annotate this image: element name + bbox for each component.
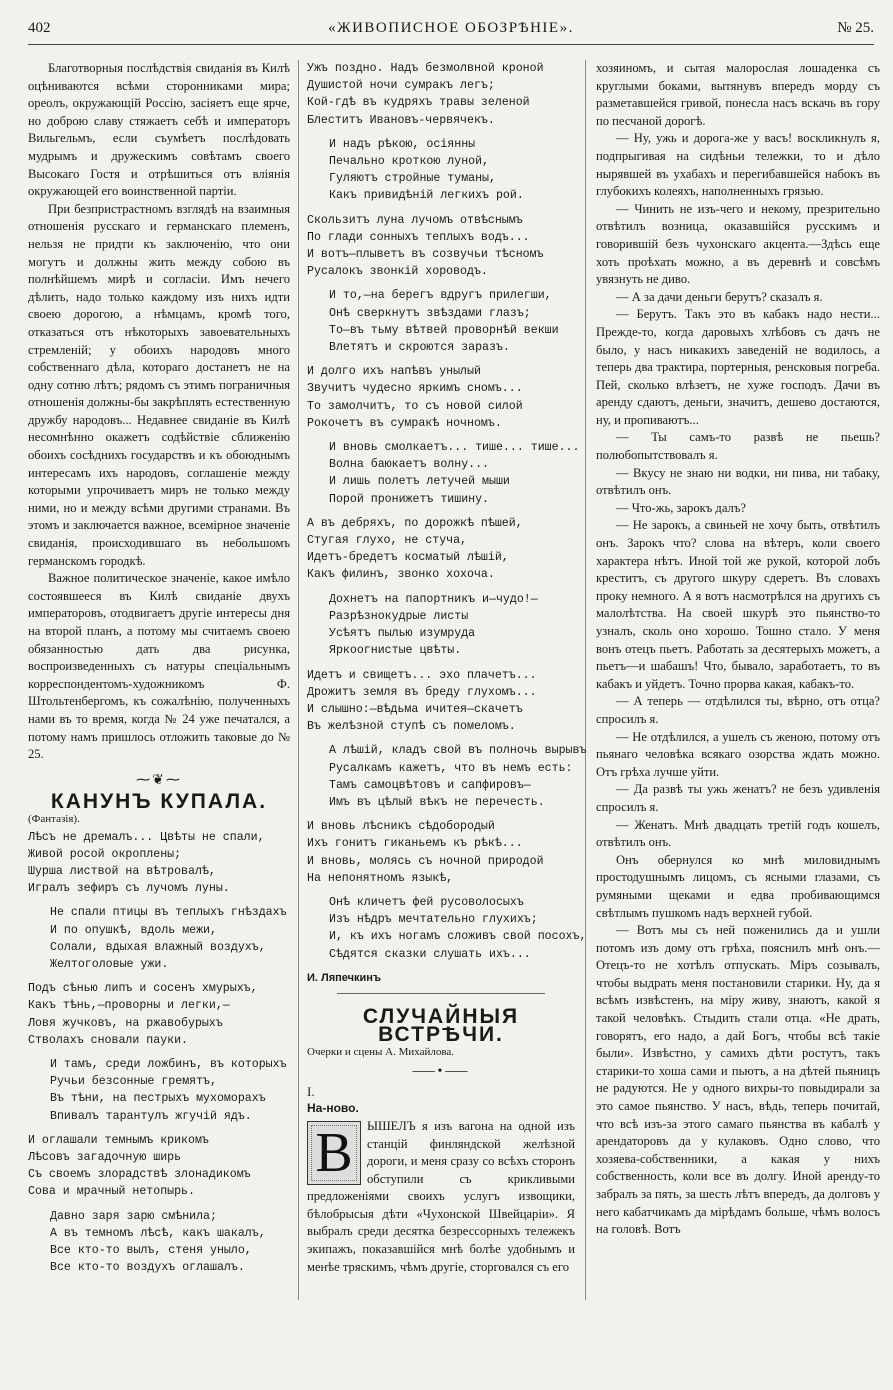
paragraph: — А за дачи деньги берутъ? сказалъ я.: [616, 289, 823, 304]
column-divider-2: [585, 60, 586, 1300]
poem-line: Кой-гдѣ въ кудряхъ травы зеленой: [307, 96, 530, 110]
paragraph: Важное политическое значеніе, какое имѣло состоявшееся въ Килѣ свиданіе двухъ императоровъ, отодвигаетъ другіе интересы дня на второй планъ, а потому мы считаемъ своею обязанностью дать два рисунка, воспроизведенныхъ съ натуры спеціальнымъ корреспондентомъ-художникомъ Ф. Штольтенбергомъ, къ сожалѣнію, полученныхъ нами въ то время, когда № 24 уже печатался, а потому намъ пришлось отложить таковые до № 25.: [28, 571, 290, 762]
poem-line: И вотъ—плыветъ въ созвучьи тѣсномъ: [307, 248, 544, 262]
poem-line: Съ своемъ злорадствѣ злонадикомъ: [28, 1168, 251, 1182]
poem-line: И вновь смолкаетъ... тише... тише...: [329, 441, 580, 455]
poem-line: Русалокъ звонкій хороводъ.: [307, 265, 488, 279]
poem-line: Все кто-то воздухъ оглашалъ.: [50, 1261, 245, 1275]
poem-line: Стугая глухо, не стуча,: [307, 534, 468, 548]
column-divider-1: [298, 60, 299, 1300]
poem-stanza: [307, 667, 575, 736]
paragraph: Благотворныя послѣдствія свиданія въ Килѣ оцѣниваются всѣми сторонниками мира; ореолъ, окружающій Россію, засіяетъ еще ярче, но доброю славу стяжаетъ себѣ и императоръ Вильгельмъ, если съумѣетъ послѣдовать мудрымъ и дружескимъ совѣтамъ своего Высокаго Гостя и отрѣшиться отъ вліянія окружающей его воинственной партіи.: [28, 61, 290, 199]
story-opening-paragraph: ЫШЕЛЪ я изъ вагона на одной изъ станцій финляндской желѣзной дороги, и меня сразу со всѣхъ сторонъ обступили съ крикливыми предложеніями своихъ услугъ извощики, бѣлобрысыя дѣти «Чухонской Швейцаріи». Я выбралъ среди десятка безрессорныхъ тележекъ экипажъ, показавшійся мнѣ болѣе удобнымъ и менѣе тряскимъ, чѣмъ другіе, сторговался съ его: [307, 1118, 575, 1274]
poem-line: Тамъ самоцвѣтовъ и сапфировъ—: [329, 778, 531, 792]
poem-line: И оглашали темнымъ крикомъ: [28, 1133, 209, 1147]
ornament: ⁓❦⁓: [136, 772, 182, 788]
ornament: ⸺•⸺: [411, 1064, 471, 1080]
poem-line: Скользитъ луна лучомъ отвѣснымъ: [307, 213, 523, 227]
paragraph: — Не зарокъ, а свиньей не хочу быть, отвѣтилъ онъ. Зарокъ что? слова на вѣтеръ, коли своего характера нѣтъ. Иной той же рукой, которой лобъ креститъ, съ другого шкуру сдеретъ. Въ словахъ проку немного. А я вотъ насмотрѣлся на другихъ съ малолѣтства. На своей шкурѣ это пьянство-то узналъ, сколь оно хорошо. Тошно стало. У меня вонъ отецъ пьетъ. Работать за десятерыхъ можетъ, а пьетъ—и шабашъ! Что, бывало, заработаетъ, то въ кабакъ и уйдетъ. Точно прорва какая, кабакъ-то.: [596, 518, 880, 691]
poem-line: И вновь, молясь съ ночной природой: [307, 854, 544, 868]
page-header: [28, 18, 874, 40]
poem-line: Сова и мрачный нетопырь.: [28, 1185, 195, 1199]
drop-cap: В: [307, 1121, 361, 1185]
poem-stanza: [307, 591, 575, 660]
poem-line: Желтоголовые ужи.: [50, 957, 169, 971]
poem-line: Влетятъ и скроются заразъ.: [329, 341, 510, 355]
poem-line: Какъ тѣнь,—проворны и легки,—: [28, 999, 230, 1013]
paragraph: — Вотъ мы съ ней поженились да и ушли потомъ изъ дому отъ грѣха, пояснилъ мнѣ онъ.—Отецъ-то не хотѣлъ отпускать. Міръ созывалъ, чтобы выдрать меня постановили старики. Ну, да я всѣмъ извѣстенъ, на міру живу, знаютъ, какой я такой человѣкъ. Стыдить стали отца. «Не драть, говорятъ, его надо, а дай Богъ, чтобы всѣ такіе были». Извѣстно, у самихъ дѣти ростутъ, такъ старики-то хоша сами и пьютъ, а на дѣтей пьяницъ не радуются. Не у одного вихры-то повыдирали за это самое пьянство. У насъ, вѣдь, теперь почитай, что всѣ изъ-за этого самаго пьянства въ кабалѣ у арендаторовъ да у кулаковъ. Одно слово, что хозяева-собственники, а какая у нихъ собственность, коли все въ долгу. Иной аренду-то забралъ за пять, за шесть лѣтъ впередъ, да долговъ у него кабатчикамъ да мірѣдамъ больше, чѣмъ волосъ на головѣ. Вотъ: [596, 923, 880, 1237]
poem-line: А лѣшій, кладъ свой въ полночь вырывъ: [329, 744, 587, 758]
poem-line: И вновь лѣсникъ сѣдобородый: [307, 820, 495, 834]
poem-line: Солали, вдыхая влажный воздухъ,: [50, 940, 266, 954]
column-2: [307, 60, 587, 1276]
poem-signature: И. Ляпечкинъ: [307, 971, 381, 984]
poem-line: Ловя жучковъ, на ржавобурыхъ: [28, 1016, 223, 1030]
paragraph: — Женатъ. Мнѣ двадцать третій годъ кошелъ, отвѣтилъ онъ.: [596, 817, 880, 850]
poem-line: Лѣсъ не дремалъ... Цвѣты не спали,: [28, 830, 265, 844]
poem-line: Порой пронижетъ тишину.: [329, 492, 490, 506]
poem-line: Ручьи безсонные гремятъ,: [50, 1075, 217, 1089]
poem-stanza: [307, 363, 575, 432]
poem-stanza: [28, 829, 290, 898]
poem-line: Впивалъ тарантулъ жгучій ядъ.: [50, 1109, 252, 1123]
poem-stanza: [307, 212, 575, 281]
poem-stanza: [28, 980, 290, 1049]
poem-line: Какъ филинъ, звонко хохоча.: [307, 568, 495, 582]
poem-line: Гуляютъ стройные туманы,: [329, 172, 496, 186]
page-number: 402: [28, 20, 51, 36]
poem-stanza: [28, 1132, 290, 1201]
poem-line: А въ темномъ лѣсѣ, какъ шакалъ,: [50, 1226, 266, 1240]
paragraph: — Ну, ужь и дорога-же у васъ! воскликнулъ я, подпрыгивая на сидѣньи тележки, то и дѣло нырявшей въ ухабахъ и перегибавшейся набокъ въ глубокихъ колеяхъ, наполненныхъ грязью.: [596, 131, 880, 199]
poem-line: Давно заря зарю смѣнила;: [50, 1209, 217, 1223]
poem-kupala-continued: [307, 60, 587, 963]
paragraph: — А теперь — отдѣлился ты, вѣрно, отъ отца? спросилъ я.: [596, 694, 880, 726]
chapter-title: На-ново.: [307, 1101, 359, 1116]
poem-line: Усѣятъ пылью изумруда: [329, 627, 476, 641]
poem-line: Онѣ сверкнутъ звѣздами глазъ;: [329, 306, 531, 320]
poem-line: И, къ ихъ ногамъ сложивъ свой посохъ,: [329, 930, 587, 944]
chapter-number: I.: [307, 1083, 315, 1099]
poem-line: Онѣ кличетъ фей русоволосыхъ: [329, 895, 524, 909]
paragraph: — Не отдѣлился, а ушелъ съ женою, потому отъ пьянаго человѣка всякаго озорства ждать можно. Отъ грѣха лучше уйти.: [596, 729, 880, 779]
poem-line: Яркоогнистые цвѣты.: [329, 644, 462, 658]
poem-stanza: [307, 818, 575, 887]
paragraph: Онъ обернулся ко мнѣ миловиднымъ простодушнымъ лицомъ, съ ясными глазами, съ румяными щеками и едва пробивающимся свѣтлымъ пушкомъ надъ верхней губой.: [596, 852, 880, 920]
poem-stanza: [307, 136, 575, 205]
poem-line: И надъ рѣкою, осіянны: [329, 137, 476, 151]
poem-line: Въ желѣзной ступѣ съ помеломъ.: [307, 720, 516, 734]
story-title: СЛУЧАЙНЫЯ ВСТРѢЧИ.: [362, 1005, 520, 1046]
poem-line: На непонятномъ языкѣ,: [307, 871, 454, 885]
poem-line: Лѣсовъ загадочную ширь: [28, 1150, 182, 1164]
poem-line: Печально кроткою луной,: [329, 155, 490, 169]
poem-stanza: [307, 742, 587, 811]
poem-line: Не спали птицы въ теплыхъ гнѣздахъ: [50, 906, 287, 920]
poem-line: И то,—на берегъ вдругъ прилегши,: [329, 289, 552, 303]
paragraph: — Вкусу не знаю ни водки, ни пива, ни табаку, отвѣтилъ онъ.: [596, 465, 880, 498]
poem-stanza: [307, 515, 575, 584]
poem-stanza: [28, 1056, 290, 1125]
poem-line: Стволахъ сновали пауки.: [28, 1033, 189, 1047]
poem-stanza: [307, 894, 587, 963]
paragraph: При безпристрастномъ взглядѣ на взаимныя отношенія русскаго и германскаго племенъ, нельзя не придти къ заключенію, что они могутъ и должны жить между собою въ полнѣйшемъ мирѣ и согласіи. Имъ нечего дѣлить, надо только каждому изъ нихъ идти своею дорогою, а нѣмцамъ, кромѣ того, отказаться отъ нѣкоторыхъ завоевательныхъ стремленій; у обоихъ народовъ много собственнаго дѣла, котораго достанетъ не на одну сотню лѣтъ; рядомъ съ этимъ пограничныя отношенія должны-бы закрѣплять естественную дружбу народовъ... Недавнее свиданіе въ Килѣ несомнѣнно окажетъ содѣйствіе сближенію обоихъ сосѣднихъ государствъ и къ обоюднымъ интересамъ ихъ народовъ, соглашеніе между которыми упрочиваетъ миръ не только между ними, но и между всѣми другими странами. Въ этомъ и заключается важное, всемірное значеніе свиданія, происходившаго въ небольшомъ германскомъ городкѣ.: [28, 201, 290, 568]
poem-stanza: [307, 60, 575, 129]
poem-line: Сѣдятся сказки слушать ихъ...: [329, 947, 531, 961]
poem-line: Блеститъ Ивановъ-червячекъ.: [307, 113, 495, 127]
poem-line: Въ тѣни, на пестрыхъ мухоморахъ: [50, 1092, 266, 1106]
poem-line: Дохнетъ на папортникъ и—чудо!—: [329, 592, 538, 606]
poem-line: Волна баюкаетъ волну...: [329, 458, 490, 472]
journal-title: «ЖИВОПИСНОЕ ОБОЗРѢНIЕ».: [328, 20, 574, 36]
poem-line: Подъ сѣнью липъ и сосенъ хмурыхъ,: [28, 982, 258, 996]
poem-line: И слышно:—вѣдьма ичитея—скачетъ: [307, 702, 523, 716]
poem-stanza: [28, 904, 290, 973]
poem-line: По глади сонныхъ теплыхъ водъ...: [307, 230, 530, 244]
column-1: [28, 60, 290, 1283]
header-rule: [28, 44, 874, 45]
poem-stanza: [307, 287, 575, 356]
poem-line: Дрожитъ земля въ бреду глухомъ...: [307, 685, 537, 699]
poem-line: Рокочетъ въ сумракѣ ночномъ.: [307, 416, 502, 430]
issue-number: № 25.: [837, 20, 874, 36]
poem-line: А въ дебряхъ, по дорожкѣ пѣшей,: [307, 516, 523, 530]
poem-line: И долго ихъ напѣвъ унылый: [307, 365, 481, 379]
paragraph: — Ты самъ-то развѣ не пьешь? полюбопытствовалъ я.: [596, 430, 880, 463]
poem-subtitle: (Фантазія).: [28, 812, 80, 825]
poem-line: Живой росой окроплены;: [28, 847, 182, 861]
paragraph: — Что-жь, зарокъ далъ?: [616, 500, 746, 515]
poem-line: Душистой ночи сумракъ легъ;: [307, 79, 495, 93]
section-rule: [337, 993, 545, 994]
poem-line: И лишь полетъ летучей мыши: [329, 475, 510, 489]
poem-line: Разрѣзнокудрые листы: [329, 609, 469, 623]
paragraph: хозяиномъ, и сытая малорослая лошаденка съ круглыми боками, вытянувъ впередъ морду съ разметавшейся гривой, понесла насъ вскачь въ гору по песчаной дорогѣ.: [596, 61, 880, 128]
story-subtitle: Очерки и сцены А. Михайлова.: [307, 1045, 455, 1058]
poem-line: И тамъ, среди ложбинъ, въ которыхъ: [50, 1057, 287, 1071]
poem-line: Все кто-то вылъ, стеня уныло,: [50, 1244, 252, 1257]
poem-line: Ужъ поздно. Надъ безмолвной кроной: [307, 62, 544, 75]
poem-line: Игралъ зефиръ съ лучомъ луны.: [28, 882, 230, 896]
poem-stanza: [28, 1208, 290, 1277]
poem-line: Русалкамъ кажетъ, что въ немъ есть:: [329, 761, 573, 775]
poem-line: Идетъ-бредетъ косматый лѣшій,: [307, 551, 509, 565]
poem-line: Какъ привидѣній легкихъ рой.: [329, 189, 524, 203]
poem-line: И по опушкѣ, вдоль межи,: [50, 923, 217, 937]
paragraph: — Да развѣ ты ужь женатъ? не безъ удивленія спросилъ я.: [596, 782, 880, 814]
poem-line: Звучитъ чудесно яркимъ сномъ...: [307, 382, 523, 396]
poem-stanza: [307, 439, 580, 508]
poem-title: КАНУНЪ КУПАЛА.: [50, 790, 268, 814]
poem-line: Изъ нѣдръ мечтательно глухихъ;: [329, 913, 538, 927]
paragraph: — Чинить не изъ-чего и некому, презрительно отвѣтилъ возница, оказавшійся русскимъ и говорившій безъ чухонскаго акцента.—Здѣсь еще хоть проѣхать можно, а въ деревнѣ и совсѣмъ увязнуть не диво.: [596, 201, 880, 287]
column-3: [596, 60, 880, 1239]
poem-line: То замолчитъ, то съ новой силой: [307, 399, 523, 413]
poem-line: То—въ тьму вѣтвей проворнѣй векши: [329, 323, 559, 337]
poem-line: Имъ въ цѣлый вѣкъ не перечесть.: [329, 795, 545, 809]
paragraph: — Берутъ. Такъ это въ кабакъ надо нести... Прежде-то, когда даровыхъ хлѣбовъ съ дачъ не было, у насъ никакихъ заведеній не водилось, а теперь два трактира, портерныя, ренсковыя погреба. Пей, сколько влѣзетъ, не хуже господъ. Дачи въ аренду сдаютъ, деньги, значитъ, дешево достаются, ну, и пропиваютъ...: [596, 307, 880, 427]
poem-line: Ихъ гонитъ гиканьемъ къ рѣкѣ...: [307, 837, 523, 851]
poem-line: Шурша листвой на вѣтровалѣ,: [28, 864, 216, 878]
poem-kupala: [28, 829, 290, 1277]
poem-line: Идетъ и свищетъ... эхо плачетъ...: [307, 668, 537, 682]
